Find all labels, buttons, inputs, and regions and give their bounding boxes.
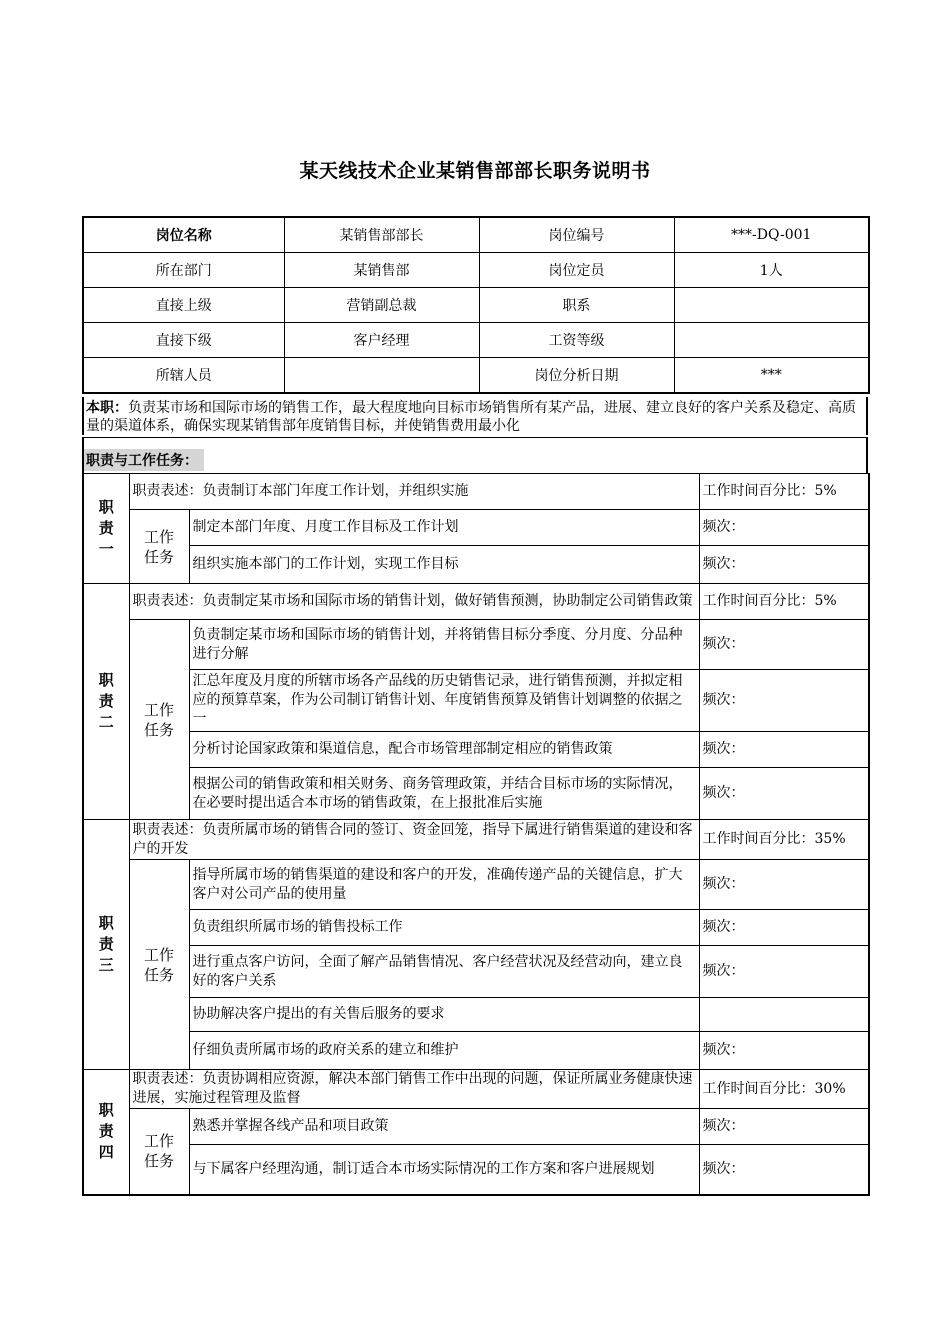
- task-frequency: 频次：: [699, 910, 869, 946]
- task-text: 协助解决客户提出的有关售后服务的要求: [189, 998, 699, 1032]
- info-value-cell: 某销售部: [284, 253, 479, 288]
- info-label-cell: 岗位名称: [83, 217, 284, 253]
- task-label: 工作: [143, 527, 174, 546]
- task-label: 工作: [143, 700, 174, 719]
- info-label-cell: 岗位分析日期: [479, 358, 674, 394]
- info-row: [83, 323, 869, 358]
- task-frequency: 频次：: [699, 732, 869, 768]
- task-row: [83, 546, 869, 584]
- task-text: 汇总年度及月度的所辖市场各产品线的历史销售记录，进行销售预测，并拟定相应的预算草案，作为公司制订销售计划、年度销售预算及销售计划调整的依据之一: [189, 670, 699, 732]
- task-label: 任务: [143, 965, 174, 984]
- task-text: 与下属客户经理沟通，制订适合本市场实际情况的工作方案和客户进展规划: [189, 1145, 699, 1195]
- info-label-cell: 直接下级: [83, 323, 284, 358]
- duty-number-cell: 职 责 三: [83, 820, 129, 1070]
- info-row: [83, 288, 869, 323]
- info-row: [83, 253, 869, 288]
- task-text: 熟悉并掌握各线产品和项目政策: [189, 1109, 699, 1145]
- task-frequency: 频次：: [699, 510, 869, 546]
- task-row: [83, 670, 869, 732]
- info-label-cell: 直接上级: [83, 288, 284, 323]
- task-label-cell: [129, 510, 189, 584]
- duty-description: 职责表述：负责所属市场的销售合同的签订、资金回笼，指导下属进行销售渠道的建设和客户的开发: [129, 820, 699, 860]
- info-label-cell: 工资等级: [479, 323, 674, 358]
- task-text: 进行重点客户访问，全面了解产品销售情况、客户经营状况及经营动向，建立良好的客户关系: [189, 946, 699, 998]
- duty-time-percent: 工作时间百分比：35%: [699, 820, 869, 860]
- duty-description: 职责表述：负责制订本部门年度工作计划，并组织实施: [129, 474, 699, 510]
- task-row: [83, 910, 869, 946]
- position-info-table: [82, 216, 870, 394]
- info-row: [83, 358, 869, 394]
- task-frequency: 频次：: [699, 768, 869, 820]
- task-frequency: 频次：: [699, 1145, 869, 1195]
- task-row: [83, 510, 869, 546]
- task-frequency: 频次：: [699, 1109, 869, 1145]
- task-row: [83, 1145, 869, 1195]
- info-label-cell: 职系: [479, 288, 674, 323]
- info-value-cell: [284, 358, 479, 394]
- task-label-cell: [129, 620, 189, 820]
- task-frequency: 频次：: [699, 946, 869, 998]
- task-label: 工作: [143, 945, 174, 964]
- document-title: 某天线技术企业某销售部部长职务说明书: [299, 160, 651, 182]
- info-row: [83, 217, 869, 253]
- info-value-cell: 营销副总裁: [284, 288, 479, 323]
- task-row: [83, 768, 869, 820]
- task-row: [83, 998, 869, 1032]
- info-label-cell: 岗位编号: [479, 217, 674, 253]
- job-summary-label: 本职：: [86, 400, 128, 416]
- task-frequency: 频次：: [699, 670, 869, 732]
- task-frequency: 频次：: [699, 1032, 869, 1070]
- duty-description: 职责表述：负责协调相应资源，解决本部门销售工作中出现的问题，保证所属业务健康快速进展，实施过程管理及监督: [129, 1070, 699, 1109]
- task-row: [83, 946, 869, 998]
- duty-desc-row: [83, 474, 869, 510]
- task-frequency: [699, 998, 869, 1032]
- duty-description: 职责表述：负责制定某市场和国际市场的销售计划，做好销售预测，协助制定公司销售政策: [129, 584, 699, 620]
- task-label: 工作: [143, 1132, 174, 1151]
- task-label: 任务: [143, 1152, 174, 1171]
- task-frequency: 频次：: [699, 620, 869, 670]
- task-text: 指导所属市场的销售渠道的建设和客户的开发，准确传递产品的关键信息，扩大客户对公司产品的使用量: [189, 860, 699, 910]
- task-text: 组织实施本部门的工作计划，实现工作目标: [189, 546, 699, 584]
- task-frequency: 频次：: [699, 860, 869, 910]
- task-row: [83, 732, 869, 768]
- task-label-cell: [129, 860, 189, 1070]
- duty-number-cell: 职 责 二: [83, 584, 129, 820]
- task-text: 分析讨论国家政策和渠道信息，配合市场管理部制定相应的销售政策: [189, 732, 699, 768]
- info-label-cell: 所在部门: [83, 253, 284, 288]
- info-value-cell: ***: [674, 358, 869, 394]
- duty-number-cell: 职 责 四: [83, 1070, 129, 1195]
- job-summary-text: 负责某市场和国际市场的销售工作，最大程度地向目标市场销售所有某产品，进展、建立良好的客户关系及稳定、高质量的渠道体系，确保实现某销售部年度销售目标，并使销售费用最小化: [86, 400, 856, 434]
- duties-table: [82, 473, 870, 1196]
- info-value-cell: ***-DQ-001: [674, 217, 869, 253]
- task-label: 任务: [143, 720, 174, 739]
- info-value-cell: 客户经理: [284, 323, 479, 358]
- task-row: [83, 860, 869, 910]
- duty-time-percent: 工作时间百分比：30%: [699, 1070, 869, 1109]
- info-value-cell: 某销售部部长: [284, 217, 479, 253]
- task-row: [83, 1032, 869, 1070]
- info-value-cell: [674, 323, 869, 358]
- duties-header-label: 职责与工作任务：: [84, 449, 204, 471]
- task-text: 仔细负责所属市场的政府关系的建立和维护: [189, 1032, 699, 1070]
- duty-desc-row: [83, 1070, 869, 1109]
- info-label-cell: 所辖人员: [83, 358, 284, 394]
- job-summary: [82, 397, 868, 435]
- task-text: 制定本部门年度、月度工作目标及工作计划: [189, 510, 699, 546]
- task-text: 负责制定某市场和国际市场的销售计划，并将销售目标分季度、分月度、分品种进行分解: [189, 620, 699, 670]
- task-label: 任务: [143, 547, 174, 566]
- task-frequency: 频次：: [699, 546, 869, 584]
- duty-desc-row: [83, 820, 869, 860]
- task-text: 根据公司的销售政策和相关财务、商务管理政策，并结合目标市场的实际情况，在必要时提出适合本市场的销售政策，在上报批准后实施: [189, 768, 699, 820]
- task-text: 负责组织所属市场的销售投标工作: [189, 910, 699, 946]
- task-label-cell: [129, 1109, 189, 1195]
- info-label-cell: 岗位定员: [479, 253, 674, 288]
- task-row: [83, 620, 869, 670]
- duty-time-percent: 工作时间百分比：5%: [699, 584, 869, 620]
- duty-time-percent: 工作时间百分比：5%: [699, 474, 869, 510]
- info-value-cell: [674, 288, 869, 323]
- info-value-cell: 1人: [674, 253, 869, 288]
- duty-desc-row: [83, 584, 869, 620]
- duties-header: [82, 437, 868, 473]
- task-row: [83, 1109, 869, 1145]
- duty-number-cell: 职 责 一: [83, 474, 129, 584]
